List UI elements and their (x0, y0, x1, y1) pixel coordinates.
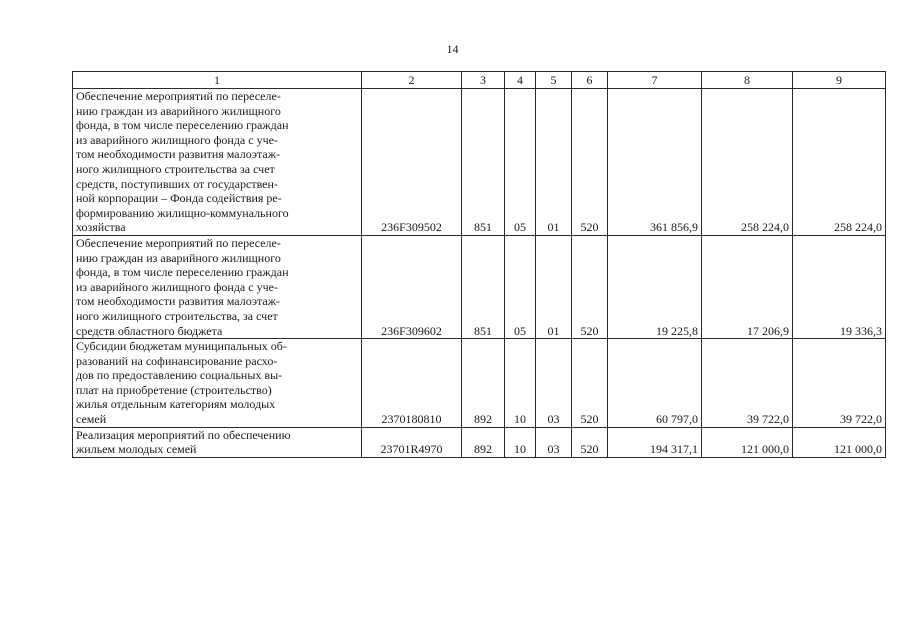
row-col-8: 17 206,9 (702, 235, 793, 338)
row-description: Обеспечение мероприятий по переселе- нию граждан из аварийного жилищного фонда, в том числе переселению граждан из аварийного жилищного фонда с уче- том необходимости развития малоэтаж- ного жилищного строительства, за счет средств областного бюджета (73, 235, 362, 338)
row-col-3: 892 (462, 427, 505, 457)
row-col-3: 892 (462, 339, 505, 428)
row-col-7: 194 317,1 (608, 427, 702, 457)
row-col-5: 01 (536, 89, 572, 236)
row-code: 2370180810 (362, 339, 462, 428)
table-row (73, 339, 886, 428)
row-col-9: 19 336,3 (793, 235, 886, 338)
row-col-9: 39 722,0 (793, 339, 886, 428)
column-header: 2 (362, 72, 462, 89)
row-col-6: 520 (572, 89, 608, 236)
row-code: 236F309502 (362, 89, 462, 236)
table-row (73, 235, 886, 338)
row-description: Субсидии бюджетам муниципальных об- разований на софинансирование расхо- дов по предоставлению социальных вы- плат на приобретение (строительство) жилья отдельным категориям молодых семей (73, 339, 362, 428)
table-header-row (73, 72, 886, 89)
column-header: 4 (505, 72, 536, 89)
row-col-7: 361 856,9 (608, 89, 702, 236)
row-col-5: 03 (536, 339, 572, 428)
row-col-6: 520 (572, 339, 608, 428)
row-col-3: 851 (462, 235, 505, 338)
column-header: 3 (462, 72, 505, 89)
row-col-5: 03 (536, 427, 572, 457)
column-header: 6 (572, 72, 608, 89)
row-code: 236F309602 (362, 235, 462, 338)
row-col-9: 121 000,0 (793, 427, 886, 457)
row-col-7: 60 797,0 (608, 339, 702, 428)
row-col-8: 121 000,0 (702, 427, 793, 457)
row-col-4: 10 (505, 427, 536, 457)
row-col-8: 258 224,0 (702, 89, 793, 236)
budget-table (72, 71, 886, 458)
row-description: Обеспечение мероприятий по переселе- нию граждан из аварийного жилищного фонда, в том числе переселению граждан из аварийного жилищного фонда с уче- том необходимости развития малоэтаж- ного жилищного строительства за счет средств, поступивших от государствен- ной корпорации – Фонда содействия ре- формированию жилищно-коммунального хозяйства (73, 89, 362, 236)
row-col-6: 520 (572, 427, 608, 457)
row-col-4: 05 (505, 235, 536, 338)
table-row (73, 427, 886, 457)
row-col-6: 520 (572, 235, 608, 338)
row-col-9: 258 224,0 (793, 89, 886, 236)
row-description: Реализация мероприятий по обеспечению жильем молодых семей (73, 427, 362, 457)
row-col-8: 39 722,0 (702, 339, 793, 428)
column-header: 1 (73, 72, 362, 89)
row-code: 23701R4970 (362, 427, 462, 457)
row-col-5: 01 (536, 235, 572, 338)
page-number: 14 (446, 42, 459, 56)
row-col-3: 851 (462, 89, 505, 236)
column-header: 5 (536, 72, 572, 89)
row-col-7: 19 225,8 (608, 235, 702, 338)
table-row (73, 89, 886, 236)
row-col-4: 05 (505, 89, 536, 236)
column-header: 9 (793, 72, 886, 89)
column-header: 7 (608, 72, 702, 89)
column-header: 8 (702, 72, 793, 89)
row-col-4: 10 (505, 339, 536, 428)
